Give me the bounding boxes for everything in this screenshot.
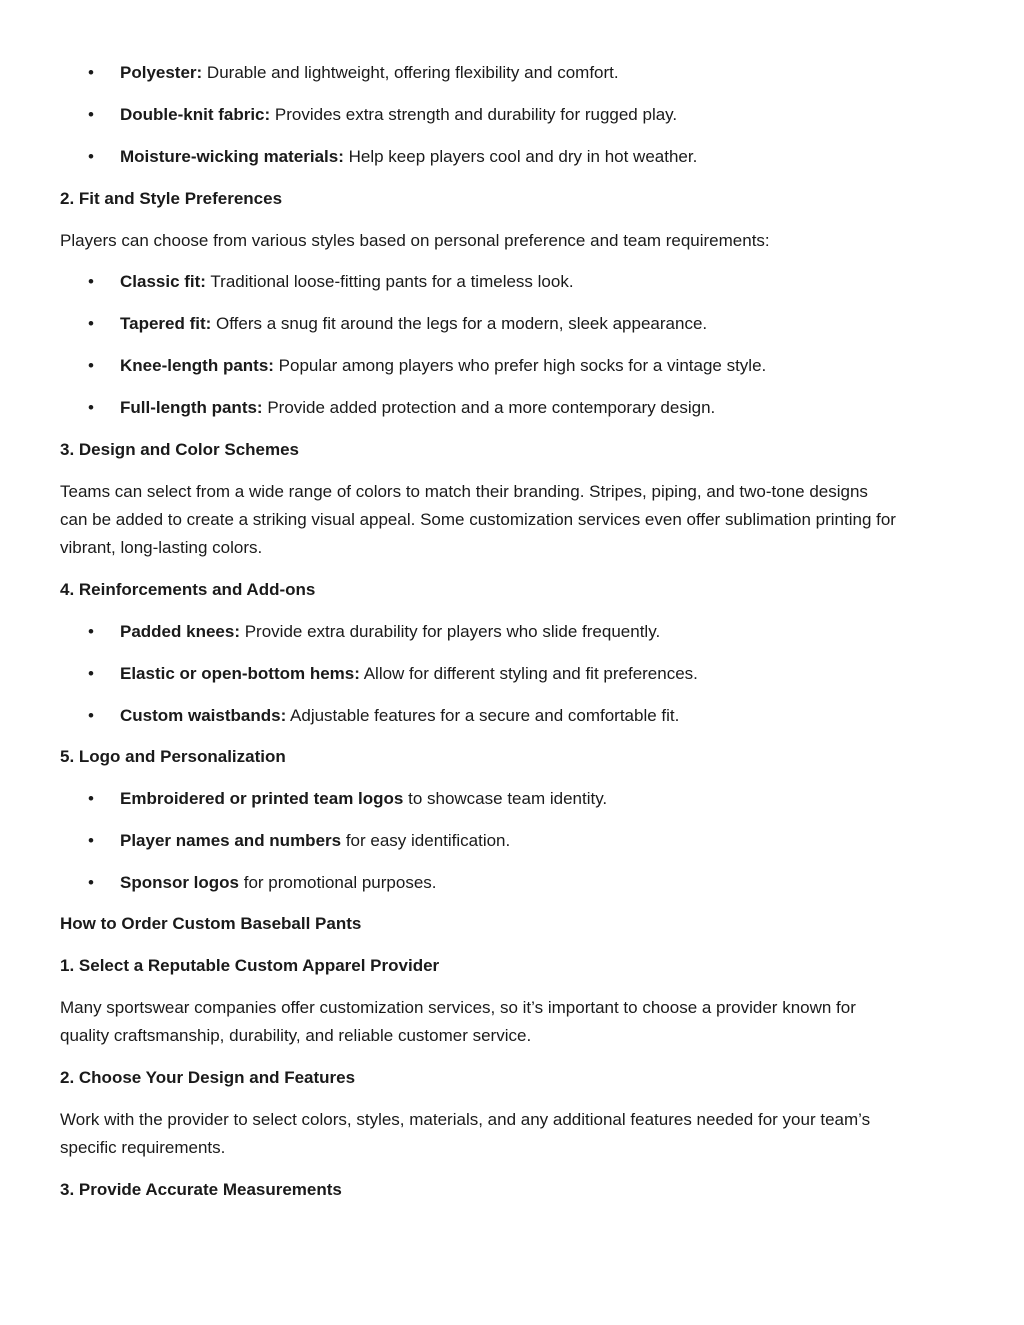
section-heading: 3. Design and Color Schemes xyxy=(60,440,300,459)
paragraph-line: Work with the provider to select colors, styles, materials, and any additional features needed for your team’s xyxy=(60,1110,871,1129)
term-label: Full-length pants: xyxy=(120,398,263,417)
bullet-icon: • xyxy=(88,789,94,808)
term-label: Knee-length pants: xyxy=(120,356,274,375)
term-description: Offers a snug fit around the legs for a modern, sleek appearance. xyxy=(211,314,708,333)
term-label: Moisture-wicking materials: xyxy=(120,147,344,166)
bullet-icon: • xyxy=(88,105,94,124)
bullet-icon: • xyxy=(88,398,94,417)
term-label: Polyester: xyxy=(120,63,203,82)
paragraph-line: Many sportswear companies offer customization services, so it’s important to choose a provider known for xyxy=(60,998,856,1017)
term-description: to showcase team identity. xyxy=(403,789,608,808)
step-heading: 3. Provide Accurate Measurements xyxy=(60,1180,342,1199)
bullet-icon: • xyxy=(88,622,94,641)
term-description: for easy identification. xyxy=(341,831,511,850)
bullet-icon: • xyxy=(88,147,94,166)
paragraph-line: vibrant, long-lasting colors. xyxy=(60,538,263,557)
bullet-icon: • xyxy=(88,63,94,82)
term-description: Durable and lightweight, offering flexibility and comfort. xyxy=(202,63,619,82)
paragraph-line: Teams can select from a wide range of colors to match their branding. Stripes, piping, and two-tone designs xyxy=(60,482,868,501)
term-label: Embroidered or printed team logos xyxy=(120,789,404,808)
paragraph-line: Players can choose from various styles based on personal preference and team requirements: xyxy=(60,231,770,250)
step-heading: 2. Choose Your Design and Features xyxy=(60,1068,356,1087)
term-label: Elastic or open-bottom hems: xyxy=(120,664,360,683)
term-label: Player names and numbers xyxy=(120,831,342,850)
term-description: Help keep players cool and dry in hot weather. xyxy=(343,147,698,166)
term-label: Double-knit fabric: xyxy=(120,105,271,124)
paragraph-line: quality craftsmanship, durability, and reliable customer service. xyxy=(60,1026,532,1045)
term-description: for promotional purposes. xyxy=(239,873,437,892)
term-description: Allow for different styling and fit preferences. xyxy=(359,664,698,683)
section-heading: 4. Reinforcements and Add-ons xyxy=(60,580,316,599)
term-description: Provide added protection and a more contemporary design. xyxy=(262,398,716,417)
term-label: Custom waistbands: xyxy=(120,706,287,725)
section-heading: 5. Logo and Personalization xyxy=(60,747,286,766)
term-label: Tapered fit: xyxy=(120,314,212,333)
term-description: Provides extra strength and durability for rugged play. xyxy=(270,105,678,124)
term-label: Padded knees: xyxy=(120,622,240,641)
bullet-icon: • xyxy=(88,706,94,725)
paragraph-line: specific requirements. xyxy=(60,1138,226,1157)
term-description: Provide extra durability for players who slide frequently. xyxy=(240,622,661,641)
term-description: Popular among players who prefer high socks for a vintage style. xyxy=(273,356,767,375)
term-label: Classic fit: xyxy=(120,272,206,291)
term-label: Sponsor logos xyxy=(120,873,239,892)
bullet-icon: • xyxy=(88,664,94,683)
term-description: Adjustable features for a secure and comfortable fit. xyxy=(286,706,680,725)
term-description: Traditional loose-fitting pants for a timeless look. xyxy=(205,272,574,291)
section-heading: 2. Fit and Style Preferences xyxy=(60,189,283,208)
paragraph-line: can be added to create a striking visual appeal. Some customization services even offer sublimation printing for xyxy=(60,510,896,529)
step-heading: 1. Select a Reputable Custom Apparel Provider xyxy=(60,956,440,975)
bullet-icon: • xyxy=(88,831,94,850)
section-heading: How to Order Custom Baseball Pants xyxy=(60,914,362,933)
bullet-icon: • xyxy=(88,272,94,291)
bullet-icon: • xyxy=(88,314,94,333)
bullet-icon: • xyxy=(88,873,94,892)
bullet-icon: • xyxy=(88,356,94,375)
